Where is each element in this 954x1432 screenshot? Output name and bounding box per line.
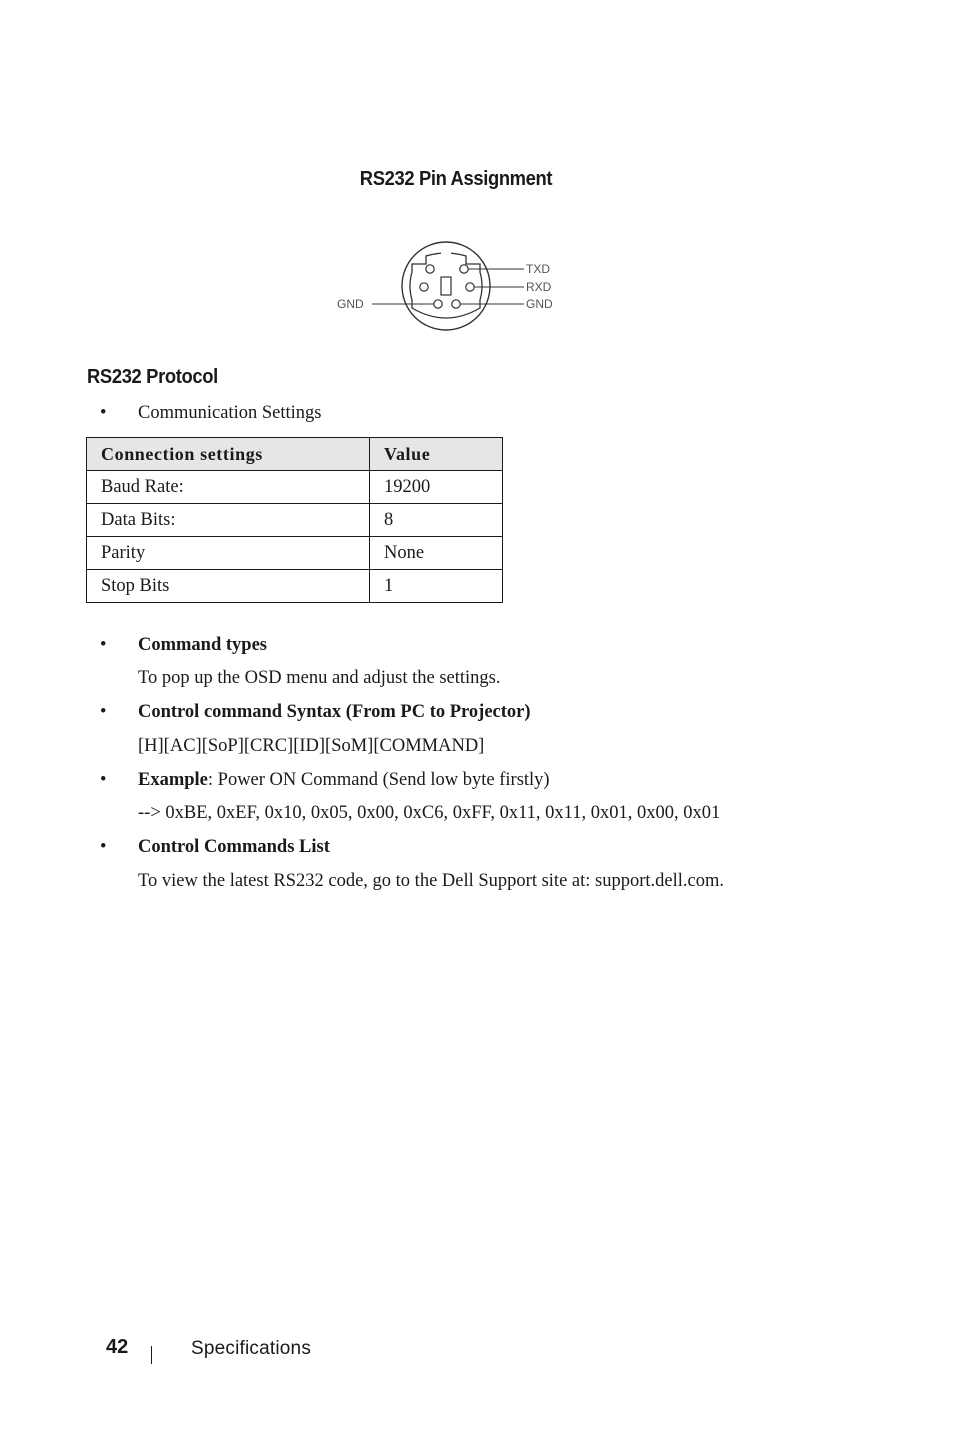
bullet-example [100,770,550,791]
gnd-left-label: GND [337,297,364,311]
pin-assignment-title: RS232 Pin Assignment [359,168,553,190]
item-heading: Control Commands List [138,837,330,857]
txd-label: TXD [526,262,550,276]
item-heading: Control command Syntax (From PC to Projector) [138,702,531,722]
item-heading: Example [138,770,208,790]
setting-value: 19200 [370,471,503,504]
footer-divider [151,1346,152,1364]
table-row [87,471,503,504]
setting-name: Data Bits: [87,504,370,537]
setting-value: 1 [370,570,503,603]
setting-name: Stop Bits [87,570,370,603]
item-body: To view the latest RS232 code, go to the Dell Support site at: support.dell.com. [138,871,724,891]
connector-illustration [330,236,570,336]
item-body: --> 0xBE, 0xEF, 0x10, 0x05, 0x00, 0xC6, 0xFF, 0x11, 0x11, 0x01, 0x00, 0x01 [138,803,721,823]
setting-name: Parity [87,537,370,570]
setting-name: Baud Rate: [87,471,370,504]
setting-value: 8 [370,504,503,537]
protocol-heading: RS232 Protocol [87,366,218,388]
pin-circle [452,300,460,308]
rxd-label: RXD [526,280,552,294]
header-connection-settings: Connection settings [87,438,370,471]
bullet-command-syntax [100,702,531,723]
pin-circle [426,265,434,273]
setting-value: None [370,537,503,570]
table-row [87,537,503,570]
table-row [87,570,503,603]
bullet-dot: • [100,702,107,722]
footer-section-label: Specifications [191,1338,312,1359]
item-heading-suffix: : Power ON Command (Send low byte firstly) [207,770,550,790]
comm-settings-label: Communication Settings [138,403,322,423]
pin-circle [420,283,428,291]
center-key [441,277,451,295]
pin-circle [460,265,468,273]
header-value: Value [370,438,503,471]
bullet-comm-settings [100,403,321,424]
pin-circle [434,300,442,308]
bullet-dot: • [100,635,107,655]
bullet-command-types [100,635,267,656]
page-number: 42 [106,1336,129,1358]
bullet-commands-list [100,837,330,858]
item-body: To pop up the OSD menu and adjust the settings. [138,668,501,688]
gnd-right-label: GND [526,297,553,311]
bullet-dot: • [100,837,107,857]
table-row [87,504,503,537]
item-body: [H][AC][SoP][CRC][ID][SoM][COMMAND] [138,736,485,756]
pin-circle [466,283,474,291]
table-header-row [87,438,503,471]
bullet-dot: • [100,770,107,790]
bullet-dot: • [100,403,107,423]
connection-settings-table [86,437,503,603]
rs232-pin-diagram [330,236,570,336]
item-heading: Command types [138,635,267,655]
